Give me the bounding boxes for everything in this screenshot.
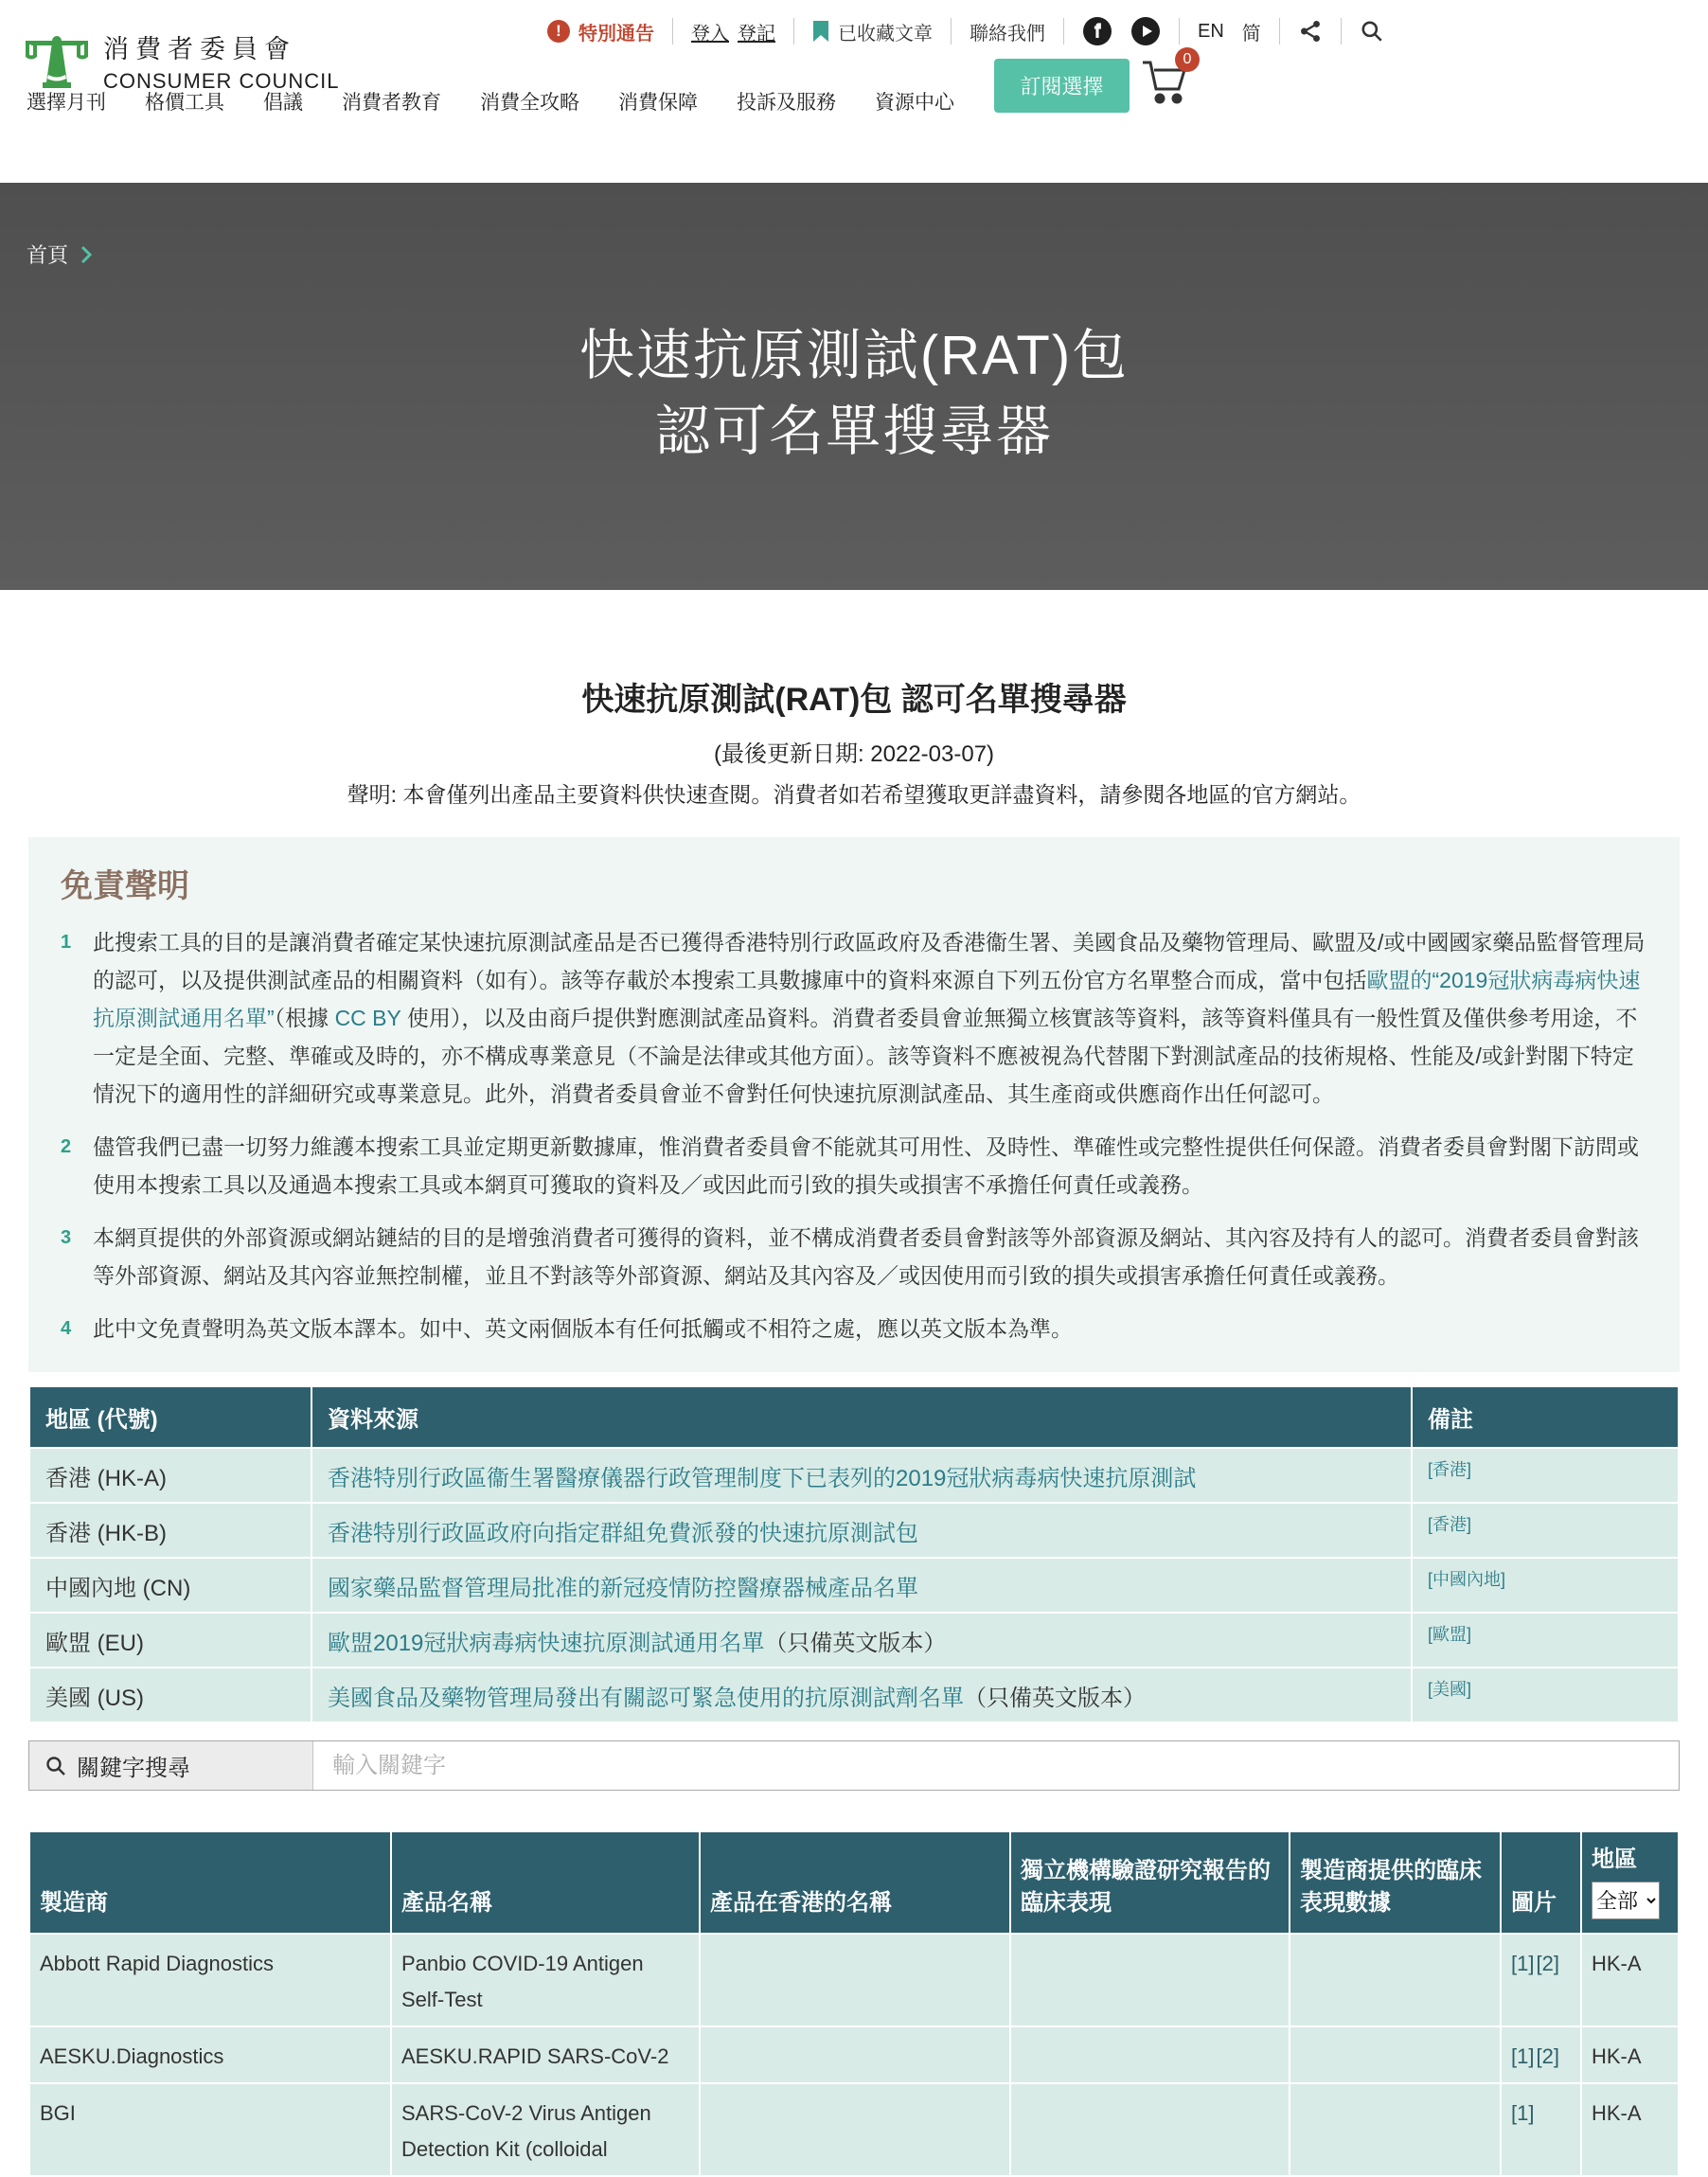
source-region: 香港 (HK-A) <box>30 1449 311 1502</box>
product-image-link[interactable]: [1] <box>1511 2101 1535 2125</box>
source-note-cell <box>1413 1559 1678 1612</box>
product-images-cell <box>1502 2084 1580 2175</box>
subscribe-button[interactable]: 訂閱選擇 <box>994 59 1130 113</box>
search-icon <box>1360 19 1384 44</box>
source-link[interactable]: 香港特別行政區衞生署醫療儀器行政管理制度下已表列的2019冠狀病毒病快速抗原測試 <box>328 1465 1197 1491</box>
last-updated: (最後更新日期: 2022-03-07) <box>713 741 995 767</box>
product-name: Panbio COVID-19 Antigen Self-Test <box>392 1935 699 2025</box>
source-note-cell <box>1413 1504 1678 1557</box>
disclaimer-text-segment: 使用），以及由商戶提供對應測試產品資料。消費者委員會並無獨立核實該等資料，該等資料僅具有一般性質及僅供參考用途，不一定是全面、完整、準確或及時的，亦不構成專業意見（不論是法律或其他方面）。該等資料不應被視為代替閣下對測試產品的技術規格、性能及/或針對閣下特定情況下的適用性的詳細研究或專業意見。此外，消費者委員會並不會對任何快速抗原測試產品、其生產商或供應商作出任何認可。 <box>93 1006 1638 1106</box>
disclaimer-text-segment: 本網頁提供的外部資源或網站鏈結的目的是增強消費者可獲得的資料，並不構成消費者委員會對該等外部資源及網站、其內容及持有人的認可。消費者委員會對該等外部資源、網站及其內容並無控制權，並且不對該等外部資源、網站及其內容及／或因使用而引致的損失或損害承擔任何責任或義務。 <box>93 1225 1639 1288</box>
products-header-2: 產品在香港的名稱 <box>701 1832 1009 1933</box>
facebook-link[interactable] <box>1082 16 1112 46</box>
nav-item-6[interactable]: 投訴及服務 <box>737 92 836 114</box>
product-name: AESKU.RAPID SARS-CoV-2 <box>392 2027 699 2082</box>
product-image-link[interactable]: [1] <box>1511 1952 1535 1975</box>
nav-item-5[interactable]: 消費保障 <box>618 92 698 114</box>
products-header-1: 產品名稱 <box>392 1832 699 1933</box>
search-icon <box>44 1755 67 1777</box>
disclaimer-item-number: 2 <box>61 1136 72 1157</box>
disclaimer-list <box>61 923 1647 1347</box>
keyword-search-label: 關鍵字搜尋 <box>77 1756 190 1781</box>
hero-banner <box>0 183 1708 590</box>
cart-button[interactable] <box>1139 51 1194 112</box>
keyword-search-bar <box>28 1740 1680 1791</box>
divider <box>951 18 952 45</box>
product-hk-name <box>701 2084 1009 2175</box>
scales-logo-icon <box>24 33 90 90</box>
keyword-search-label-box <box>29 1741 313 1790</box>
contact-us-link[interactable]: 聯絡我們 <box>970 23 1045 45</box>
search-button[interactable] <box>1360 19 1384 44</box>
source-region: 美國 (US) <box>30 1668 311 1722</box>
sources-row-1 <box>30 1504 1678 1557</box>
product-image-link[interactable]: [2] <box>1536 1952 1559 1975</box>
source-cell <box>312 1559 1411 1612</box>
main-nav <box>27 87 1073 116</box>
sources-header-2: 備註 <box>1413 1387 1678 1447</box>
disclaimer-item-text <box>93 1310 1073 1347</box>
utility-bar <box>547 13 1384 49</box>
sources-table-header-row <box>30 1387 1678 1447</box>
nav-item-2[interactable]: 倡議 <box>263 92 303 114</box>
login-link[interactable]: 登入 <box>691 23 729 45</box>
region-filter-select[interactable] <box>1592 1882 1660 1919</box>
share-icon <box>1298 19 1323 44</box>
disclaimer-item-2 <box>61 1128 1647 1204</box>
disclaimer-item-3 <box>61 1219 1647 1294</box>
alert-icon: ! <box>547 20 570 43</box>
source-link[interactable]: 歐盟2019冠狀病毒病快速抗原測試通用名單 <box>328 1630 765 1656</box>
bookmark-icon <box>812 20 829 43</box>
special-notice-label: 特別通告 <box>578 23 654 45</box>
breadcrumb-home-link[interactable]: 首頁 <box>27 243 69 267</box>
page-title-line1: 快速抗原測試(RAT)包 <box>578 325 1130 386</box>
nav-item-1[interactable]: 格價工具 <box>145 92 224 114</box>
disclaimer-text-segment: 此中文免責聲明為英文版本譯本。如中、英文兩個版本有任何抵觸或不相符之處，應以英文版本為準。 <box>93 1316 1073 1341</box>
sources-table-wrap <box>28 1385 1680 1723</box>
share-button[interactable] <box>1298 19 1323 44</box>
disclaimer-item-text <box>93 1128 1647 1204</box>
region-header-label: 地區 <box>1592 1847 1637 1872</box>
divider <box>1279 18 1280 45</box>
chevron-right-icon <box>80 245 93 264</box>
product-row-1 <box>30 2027 1678 2082</box>
products-header-5: 圖片 <box>1502 1832 1580 1933</box>
breadcrumb <box>0 183 1708 269</box>
sources-row-0 <box>30 1449 1678 1502</box>
special-notice-link[interactable] <box>547 18 654 45</box>
product-row-2 <box>30 2084 1678 2175</box>
page-title <box>0 318 1708 470</box>
source-cell <box>312 1449 1411 1502</box>
disclaimer-item-4 <box>61 1310 1647 1347</box>
disclaimer-item-number: 4 <box>61 1318 72 1339</box>
disclaimer-section <box>28 837 1680 1372</box>
disclaimer-text-segment: 此搜索工具的目的是讓消費者確定某快速抗原測試產品是否已獲得香港特別行政區政府及香港衞生署、美國食品及藥物管理局、歐盟及/或中國國家藥品監督管理局的認可，以及提供測試產品的相關資料（如有）。該等存載於本搜索工具數據庫中的資料來源自下列五份官方名單整合而成，當中包括 <box>93 930 1646 992</box>
source-note-cell <box>1413 1668 1678 1722</box>
disclaimer-text-segment: （根據 <box>274 1006 335 1030</box>
divider <box>1179 18 1180 45</box>
source-cell <box>312 1614 1411 1667</box>
product-independent-clinical <box>1011 2027 1289 2082</box>
source-suffix: （只備英文版本） <box>764 1630 947 1656</box>
product-hk-name <box>701 1935 1009 2025</box>
statement-text: 聲明: 本會僅列出產品主要資料供快速查閱。消費者如若希望獲取更詳盡資料，請參閱各地區的官方網站。 <box>347 782 1361 807</box>
product-region: HK-A <box>1582 2084 1678 2175</box>
sources-row-3 <box>30 1614 1678 1667</box>
products-header-3: 獨立機構驗證研究報告的臨床表現 <box>1011 1832 1289 1933</box>
youtube-icon <box>1130 16 1161 46</box>
source-note-cell <box>1413 1449 1678 1502</box>
product-region: HK-A <box>1582 1935 1678 2025</box>
nav-item-4[interactable]: 消費全攻略 <box>480 92 579 114</box>
disclaimer-item-text <box>93 923 1647 1113</box>
source-link[interactable]: 香港特別行政區政府向指定群組免費派發的快速抗原測試包 <box>328 1520 918 1546</box>
site-header <box>0 0 1708 183</box>
nav-item-3[interactable]: 消費者教育 <box>342 92 441 114</box>
source-note-link[interactable]: [香港] <box>1428 1515 1472 1534</box>
products-header-0: 製造商 <box>30 1832 390 1933</box>
divider <box>793 18 794 45</box>
source-region: 中國內地 (CN) <box>30 1559 311 1612</box>
disclaimer-item-text <box>93 1219 1647 1294</box>
sources-header-1: 資料來源 <box>312 1387 1411 1447</box>
youtube-link[interactable] <box>1130 16 1161 46</box>
nav-item-0[interactable]: 選擇月刊 <box>27 92 106 114</box>
source-link[interactable]: 美國食品及藥物管理局發出有關認可緊急使用的抗原測試劑名單 <box>328 1685 964 1711</box>
products-header-6 <box>1582 1832 1678 1933</box>
source-note-link[interactable]: [歐盟] <box>1428 1625 1472 1644</box>
cart-count-badge: 0 <box>1175 47 1200 72</box>
product-manufacturer: AESKU.Diagnostics <box>30 2027 390 2082</box>
source-note-link[interactable]: [中國內地] <box>1428 1570 1506 1589</box>
product-images-cell <box>1502 2027 1580 2082</box>
product-manufacturer: BGI <box>30 2084 390 2175</box>
products-table-wrap <box>28 1830 1680 2177</box>
source-link[interactable]: 國家藥品監督管理局批准的新冠疫情防控醫療器械產品名單 <box>328 1575 918 1601</box>
products-header-4: 製造商提供的臨床表現數據 <box>1290 1832 1500 1933</box>
source-suffix: （只備英文版本） <box>964 1685 1146 1711</box>
product-hk-name <box>701 2027 1009 2082</box>
product-images-cell <box>1502 1935 1580 2025</box>
disclaimer-text-segment: 儘管我們已盡一切努力維護本搜索工具並定期更新數據庫，惟消費者委員會不能就其可用性、及時性、準確性或完整性提供任何保證。消費者委員會對閣下訪問或使用本搜索工具以及通過本搜索工具或本網頁可獲取的資料及／或因此而引致的損失或損害不承擔任何責任或義務。 <box>93 1134 1639 1197</box>
saved-articles-label: 已收藏文章 <box>838 23 933 45</box>
brand-name-zh: 消費者委員會 <box>103 35 296 63</box>
divider <box>672 18 673 45</box>
product-row-0 <box>30 1935 1678 2025</box>
page-title-line2: 認可名單搜尋器 <box>654 401 1053 463</box>
keyword-search-input[interactable] <box>313 1741 1679 1790</box>
disclaimer-item-number: 3 <box>61 1227 72 1248</box>
product-manufacturer-clinical <box>1290 2027 1500 2082</box>
lang-en-link[interactable]: EN <box>1198 20 1224 42</box>
lang-simplified-link[interactable]: 简 <box>1241 23 1261 45</box>
divider <box>1063 18 1064 45</box>
sources-table <box>28 1385 1680 1723</box>
brand-name-en: CONSUMER COUNCIL <box>103 69 340 93</box>
disclaimer-heading: 免責聲明 <box>61 868 189 904</box>
disclaimer-item-1 <box>61 923 1647 1113</box>
disclaimer-item-number: 1 <box>61 932 72 953</box>
source-cell <box>312 1668 1411 1722</box>
product-independent-clinical <box>1011 2084 1289 2175</box>
product-image-link[interactable]: [1] <box>1511 2044 1535 2068</box>
product-manufacturer-clinical <box>1290 1935 1500 2025</box>
nav-item-7[interactable]: 資源中心 <box>875 92 954 114</box>
divider <box>1341 18 1342 45</box>
source-cell <box>312 1504 1411 1557</box>
source-note-link[interactable]: [美國] <box>1428 1680 1472 1699</box>
sources-row-4 <box>30 1668 1678 1722</box>
product-manufacturer-clinical <box>1290 2084 1500 2175</box>
product-manufacturer: Abbott Rapid Diagnostics <box>30 1935 390 2025</box>
product-independent-clinical <box>1011 1935 1289 2025</box>
product-image-link[interactable]: [2] <box>1536 2044 1559 2068</box>
section-heading: 快速抗原測試(RAT)包 認可名單搜尋器 <box>581 682 1127 718</box>
source-note-link[interactable]: [香港] <box>1428 1460 1472 1479</box>
sources-header-0: 地區 (代號) <box>30 1387 311 1447</box>
source-note-cell <box>1413 1614 1678 1667</box>
product-region: HK-A <box>1582 2027 1678 2082</box>
disclaimer-inline-link[interactable]: CC BY <box>334 1006 401 1030</box>
source-region: 香港 (HK-B) <box>30 1504 311 1557</box>
product-name: SARS-CoV-2 Virus Antigen Detection Kit (colloidal <box>392 2084 699 2175</box>
consumer-council-logo[interactable] <box>24 28 339 94</box>
source-region: 歐盟 (EU) <box>30 1614 311 1667</box>
sources-row-2 <box>30 1559 1678 1612</box>
disclaimer-inline-link[interactable]: 歐盟的“2019冠狀病毒病快速抗原測試通用名單” <box>93 968 1641 1030</box>
facebook-icon <box>1082 16 1112 46</box>
products-table <box>28 1830 1680 2177</box>
products-table-header-row <box>30 1832 1678 1933</box>
register-link[interactable]: 登記 <box>738 23 775 45</box>
saved-articles-link[interactable] <box>812 18 933 45</box>
